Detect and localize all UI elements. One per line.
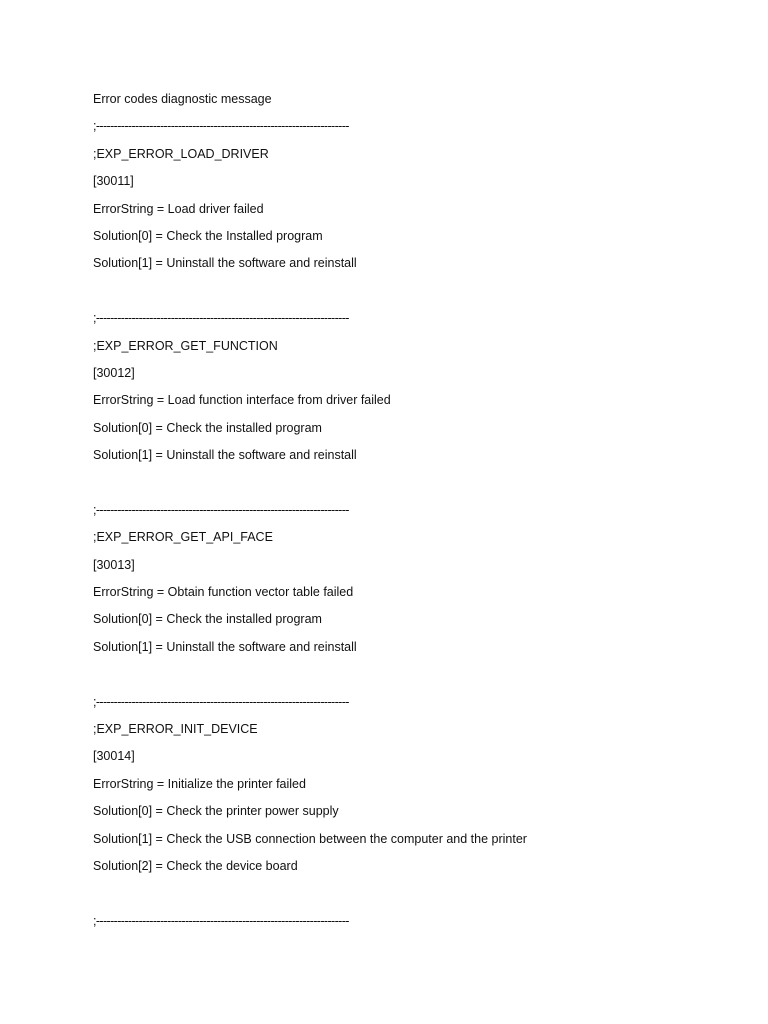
error-string: ErrorString = Initialize the printer failed <box>93 776 306 791</box>
blank-line <box>93 469 748 496</box>
error-name: ;EXP_ERROR_INIT_DEVICE <box>93 721 258 736</box>
error-string: ErrorString = Load driver failed <box>93 201 264 216</box>
blank-line <box>93 661 748 688</box>
solution-line: Solution[0] = Check the printer power supply <box>93 804 339 819</box>
solution-line: Solution[0] = Check the Installed program <box>93 228 323 243</box>
solution-line: Solution[0] = Check the installed program <box>93 612 322 627</box>
error-name: ;EXP_ERROR_GET_FUNCTION <box>93 338 278 353</box>
separator-line: ;----------------------------------------------------------------------- <box>93 311 349 326</box>
separator-line: ;----------------------------------------------------------------------- <box>93 119 349 134</box>
separator-line: ;----------------------------------------------------------------------- <box>93 694 349 709</box>
solution-line: Solution[1] = Uninstall the software and reinstall <box>93 256 357 271</box>
solution-line: Solution[1] = Uninstall the software and reinstall <box>93 639 357 654</box>
solution-line: Solution[1] = Uninstall the software and reinstall <box>93 448 357 463</box>
solution-line: Solution[0] = Check the installed program <box>93 420 322 435</box>
document-page <box>93 86 748 935</box>
separator-line: ;----------------------------------------------------------------------- <box>93 502 349 517</box>
error-string: ErrorString = Obtain function vector table failed <box>93 585 354 600</box>
error-code: [30012] <box>93 365 135 380</box>
solution-line: Solution[1] = Check the USB connection between the computer and the printer <box>93 831 527 846</box>
error-string: ErrorString = Load function interface from driver failed <box>93 393 391 408</box>
error-code: [30014] <box>93 749 135 764</box>
blank-line <box>93 278 748 305</box>
error-name: ;EXP_ERROR_LOAD_DRIVER <box>93 146 269 161</box>
separator-line: ;----------------------------------------------------------------------- <box>93 913 349 928</box>
document-title: Error codes diagnostic message <box>93 92 272 106</box>
error-name: ;EXP_ERROR_GET_API_FACE <box>93 530 273 545</box>
error-code: [30011] <box>93 174 134 189</box>
error-code: [30013] <box>93 557 135 572</box>
blank-line <box>93 880 748 907</box>
solution-line: Solution[2] = Check the device board <box>93 858 298 873</box>
